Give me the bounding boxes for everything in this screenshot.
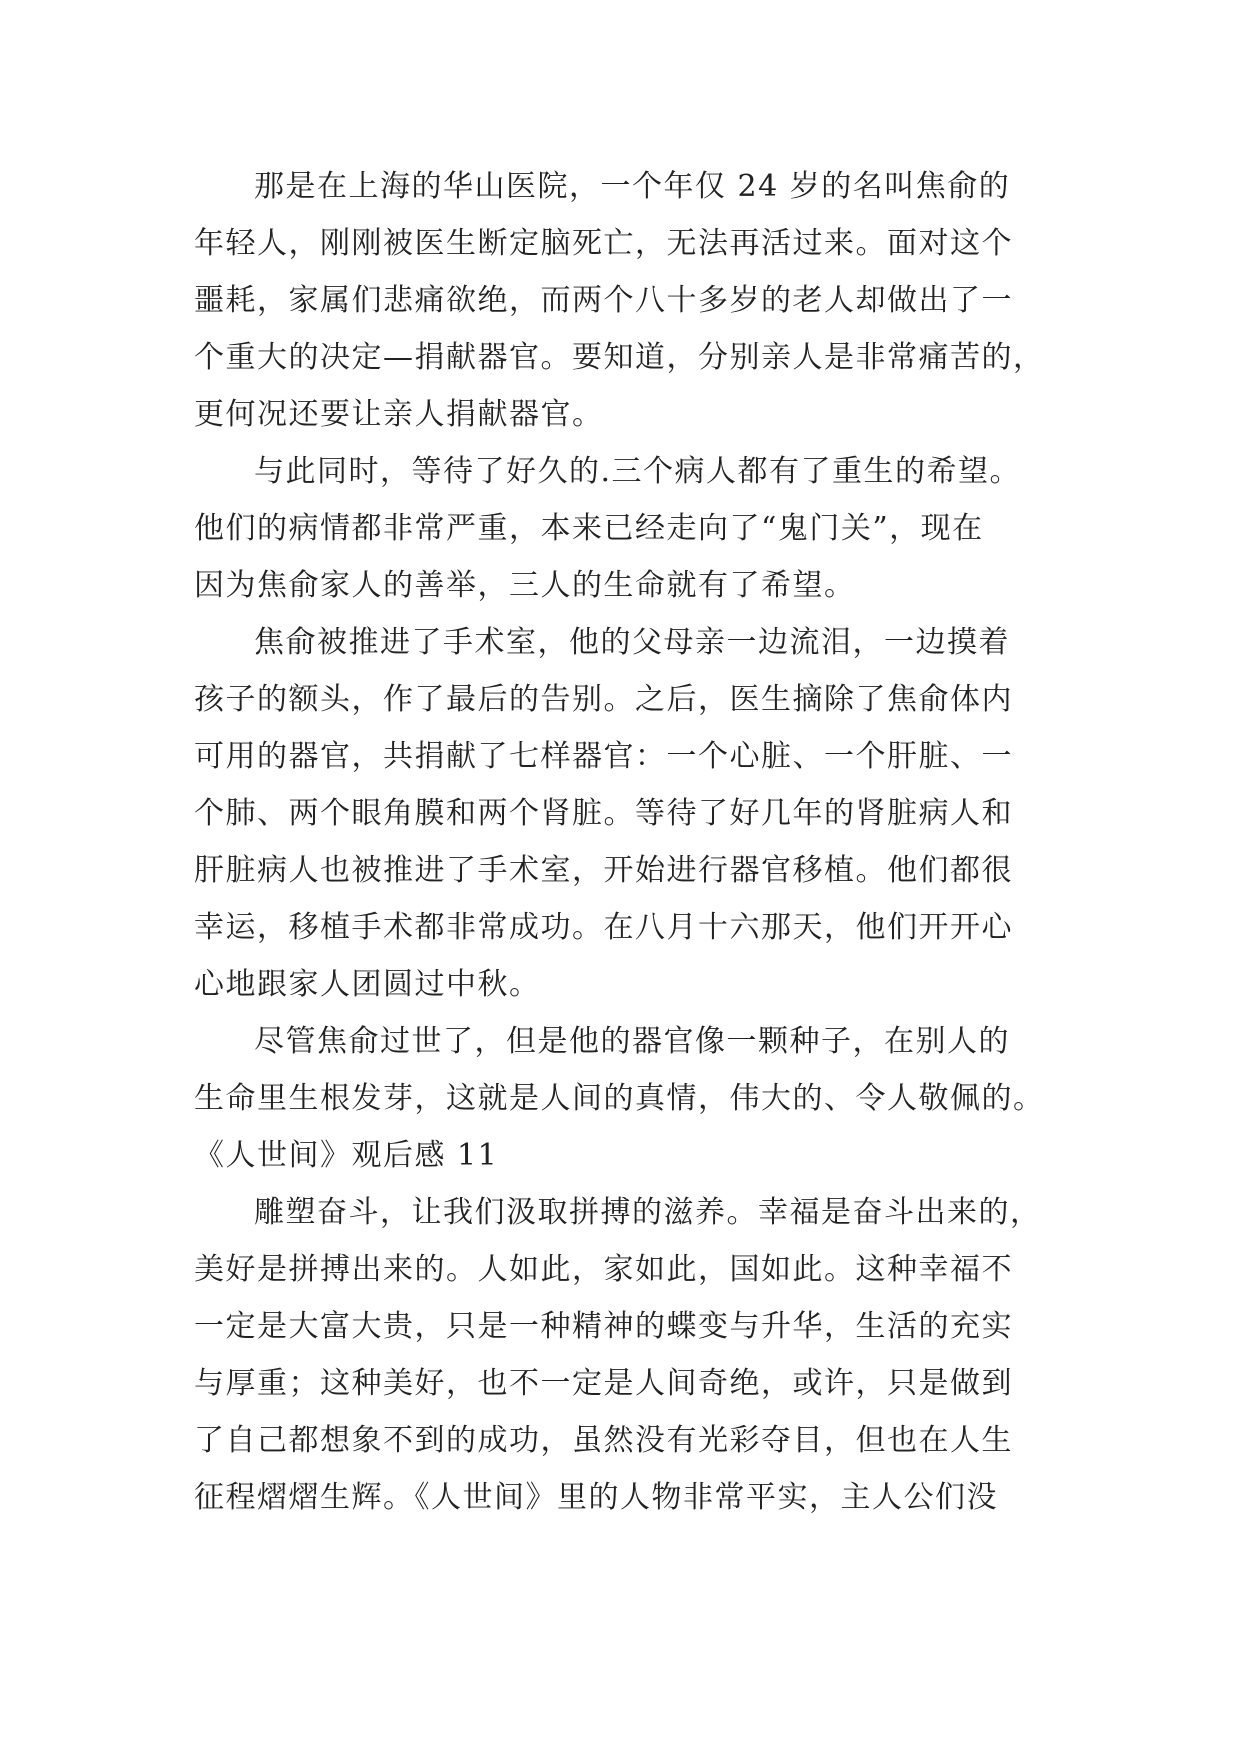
paragraph-6-line-5: 了自己都想象不到的成功，虽然没有光彩夺目，但也在人生 xyxy=(194,1423,1013,1458)
paragraph-6-line-2: 美好是拼搏出来的。人如此，家如此，国如此。这种幸福不 xyxy=(194,1252,1013,1287)
paragraph-6-line-1: 雕塑奋斗，让我们汲取拼搏的滋养。幸福是奋斗出来的， xyxy=(254,1195,1042,1230)
paragraph-1-line-5: 更何况还要让亲人捐献器官。 xyxy=(194,397,604,432)
paragraph-1-line-4: 个重大的决定—捐献器官。要知道，分别亲人是非常痛苦的， xyxy=(194,340,1045,375)
paragraph-2-line-3: 因为焦俞家人的善举，三人的生命就有了希望。 xyxy=(194,568,856,603)
paragraph-1-line-1: 那是在上海的华山医院，一个年仅 24 岁的名叫焦俞的 xyxy=(254,169,1011,204)
paragraph-2-line-2: 他们的病情都非常严重，本来已经走向了“鬼门关”，现在 xyxy=(194,511,984,546)
paragraph-3-line-3: 可用的器官，共捐献了七样器官：一个心脏、一个肝脏、一 xyxy=(194,739,1013,774)
section-heading: 《人世间》观后感 11 xyxy=(194,1138,499,1173)
paragraph-3-line-6: 幸运，移植手术都非常成功。在八月十六那天，他们开开心 xyxy=(194,910,1013,945)
document-body xyxy=(194,158,1054,1526)
paragraph-1-line-2: 年轻人，刚刚被医生断定脑死亡，无法再活过来。面对这个 xyxy=(194,226,1013,261)
paragraph-1-line-3: 噩耗，家属们悲痛欲绝，而两个八十多岁的老人却做出了一 xyxy=(194,283,1013,318)
paragraph-3-line-5: 肝脏病人也被推进了手术室，开始进行器官移植。他们都很 xyxy=(194,853,1013,888)
paragraph-3-line-7: 心地跟家人团圆过中秋。 xyxy=(194,967,541,1002)
paragraph-6-line-3: 一定是大富大贵，只是一种精神的蝶变与升华，生活的充实 xyxy=(194,1309,1013,1344)
paragraph-3-line-4: 个肺、两个眼角膜和两个肾脏。等待了好几年的肾脏病人和 xyxy=(194,796,1013,831)
paragraph-3-line-1: 焦俞被推进了手术室，他的父母亲一边流泪，一边摸着 xyxy=(254,625,1010,660)
paragraph-4-line-1: 尽管焦俞过世了，但是他的器官像一颗种子，在别人的 xyxy=(254,1024,1010,1059)
paragraph-4-line-2: 生命里生根发芽，这就是人间的真情，伟大的、令人敬佩的。 xyxy=(194,1081,1045,1116)
paragraph-2-line-1: 与此同时，等待了好久的.三个病人都有了重生的希望。 xyxy=(254,454,1022,489)
paragraph-3-line-2: 孩子的额头，作了最后的告别。之后，医生摘除了焦俞体内 xyxy=(194,682,1013,717)
paragraph-6-line-6: 征程熠熠生辉。《人世间》里的人物非常平实，主人公们没 xyxy=(194,1480,998,1515)
paragraph-6-line-4: 与厚重；这种美好，也不一定是人间奇绝，或许，只是做到 xyxy=(194,1366,1013,1401)
